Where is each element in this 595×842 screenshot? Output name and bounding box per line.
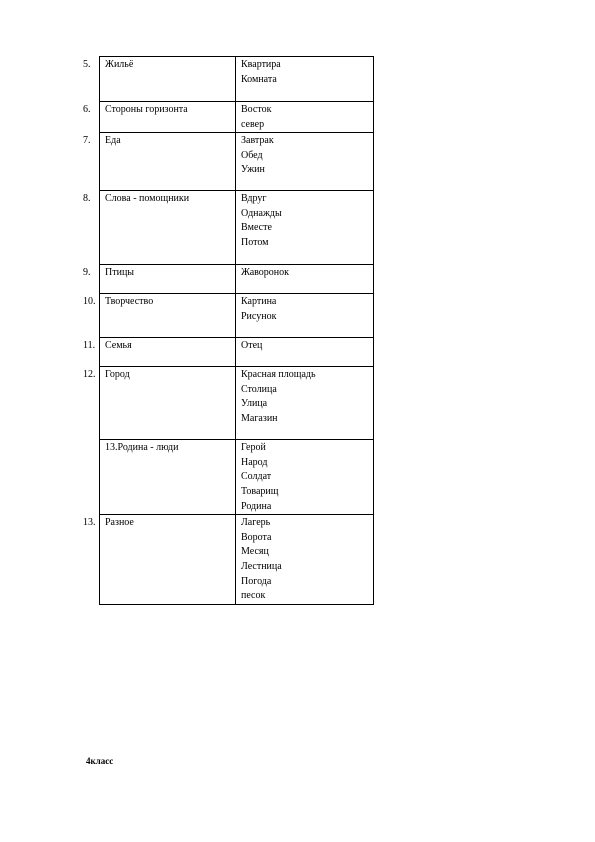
topic-cell — [83, 515, 236, 605]
topic-label: Жильё — [105, 59, 134, 70]
words-cell — [236, 191, 374, 265]
table-row — [100, 191, 374, 265]
topic-label: Семья — [105, 340, 132, 352]
table-row — [100, 440, 374, 515]
topic-cell — [83, 133, 236, 191]
vocabulary-word: Обед — [241, 149, 263, 161]
words-cell — [236, 367, 374, 440]
vocabulary-word: Столица — [241, 383, 277, 395]
vocabulary-word: Улица — [241, 398, 268, 410]
table-row — [100, 102, 374, 133]
vocabulary-word: север — [241, 118, 265, 130]
topic-cell-content — [83, 339, 231, 354]
vocabulary-word: Магазин — [241, 412, 278, 424]
topic-label: Стороны горизонта — [105, 104, 188, 115]
row-number: 8. — [83, 193, 91, 205]
vocabulary-word: Картина — [241, 296, 277, 308]
topic-label: 13.Родина - люди — [105, 442, 179, 454]
vocabulary-word: Ужин — [241, 164, 265, 176]
topic-cell — [83, 102, 236, 133]
vocabulary-word: Герой — [241, 442, 266, 454]
topic-cell — [83, 265, 236, 294]
row-number: 7. — [83, 135, 91, 147]
grade-label: 4класс — [86, 756, 114, 766]
table-row — [100, 133, 374, 191]
topic-label: Еда — [105, 135, 121, 147]
topic-cell — [83, 338, 236, 367]
table-row — [100, 57, 374, 102]
vocabulary-table-body — [83, 57, 374, 605]
topic-cell-content — [83, 295, 231, 310]
table-row — [100, 294, 374, 338]
vocabulary-word: Жаворонок — [241, 267, 290, 279]
vocabulary-word: Потом — [241, 236, 269, 248]
vocabulary-word: Завтрак — [241, 135, 274, 147]
topic-cell — [83, 191, 236, 265]
vocabulary-word: Вдруг — [241, 193, 267, 205]
topic-cell — [100, 440, 236, 515]
vocabulary-word: Лестница — [241, 560, 282, 572]
topic-label: Творчество — [105, 296, 154, 308]
row-number: 6. — [83, 104, 91, 115]
vocabulary-word: Красная площадь — [241, 369, 316, 381]
row-number: 5. — [83, 59, 91, 70]
topic-label: Разное — [105, 517, 134, 529]
vocabulary-word: Погода — [241, 575, 272, 587]
vocabulary-word: песок — [241, 590, 266, 602]
vocabulary-word: Однажды — [241, 207, 282, 219]
words-cell — [236, 294, 374, 338]
row-number: 10. — [83, 296, 96, 308]
topic-cell — [83, 57, 236, 102]
table-row — [100, 338, 374, 367]
vocabulary-word: Лагерь — [241, 517, 271, 529]
vocabulary-word: Солдат — [241, 471, 272, 483]
topic-cell — [83, 294, 236, 338]
table-row — [100, 265, 374, 294]
topic-cell-content — [105, 441, 231, 456]
topic-label: Птицы — [105, 267, 135, 279]
vocabulary-word: Восток — [241, 104, 272, 115]
vocabulary-word: Рисунок — [241, 310, 277, 322]
vocabulary-word: Отец — [241, 340, 263, 352]
topic-cell-content — [83, 266, 231, 281]
row-number: 11. — [83, 340, 96, 352]
topic-cell-content — [83, 58, 231, 73]
topic-cell-content — [83, 516, 231, 531]
words-cell — [236, 133, 374, 191]
topic-cell-content — [83, 192, 231, 207]
vocabulary-word: Квартира — [241, 59, 281, 70]
topic-label: Слова - помощники — [105, 193, 190, 205]
vocabulary-table — [83, 56, 374, 605]
words-cell — [236, 102, 374, 133]
row-number: 13. — [83, 517, 96, 529]
topic-cell-content — [83, 134, 231, 149]
row-number: 12. — [83, 369, 96, 381]
topic-cell — [83, 367, 236, 440]
words-cell — [236, 57, 374, 102]
vocabulary-word: Родина — [241, 500, 272, 512]
vocabulary-word: Товарищ — [241, 485, 279, 497]
words-cell — [236, 265, 374, 294]
topic-cell-content — [83, 103, 231, 118]
vocabulary-word: Месяц — [241, 546, 269, 558]
table-row — [100, 367, 374, 440]
words-cell — [236, 338, 374, 367]
words-cell — [236, 515, 374, 605]
vocabulary-word: Ворота — [241, 531, 272, 543]
row-number: 9. — [83, 267, 91, 279]
vocabulary-word: Комната — [241, 73, 277, 85]
table-row — [100, 515, 374, 605]
vocabulary-word: Народ — [241, 456, 268, 468]
topic-cell-content — [83, 368, 231, 383]
vocabulary-word: Вместе — [241, 222, 272, 234]
words-cell — [236, 440, 374, 515]
topic-label: Город — [105, 369, 130, 381]
